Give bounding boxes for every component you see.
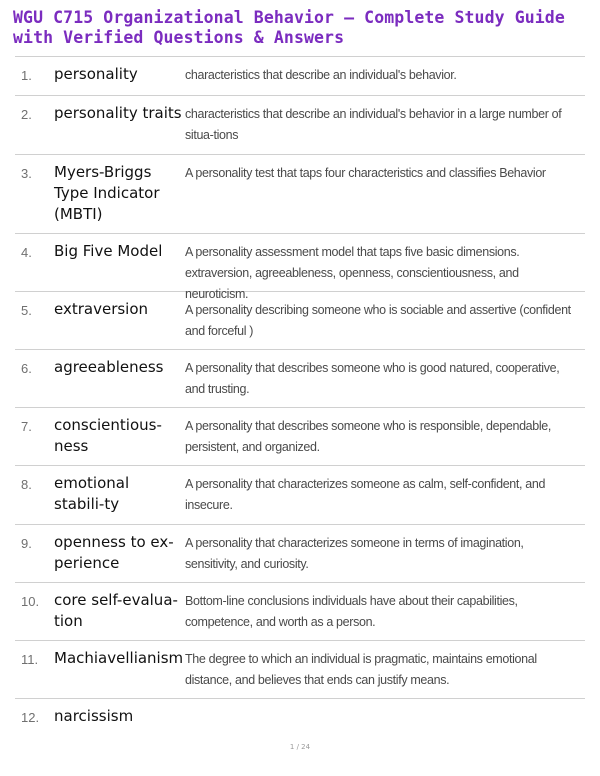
card-term: Myers-Briggs Type Indicator (MBTI) xyxy=(54,163,160,223)
card-definition: characteristics that describe an individual's behavior. xyxy=(185,68,457,82)
card-definition xyxy=(185,699,585,735)
card-term: Big Five Model xyxy=(54,242,163,260)
card-term: extraversion xyxy=(54,300,149,318)
page-indicator: 1 / 24 xyxy=(289,743,311,751)
document-title: WGU C715 Organizational Behavior – Complete Study Guide with Verified Questions & Answers xyxy=(13,8,565,47)
card-definition: Bottom-line conclusions individuals have about their capabilities, competence, and worth as a person. xyxy=(185,594,518,629)
card-number: 10. xyxy=(21,594,40,609)
card-number: 8. xyxy=(21,477,32,492)
card-term: narcissism xyxy=(54,707,134,725)
card-definition: A personality describing someone who is sociable and assertive (confident and forceful ) xyxy=(185,303,571,338)
card-definition: A personality that characterizes someone in terms of imagination, sensitivity, and curiosity. xyxy=(185,536,524,571)
flashcard-list xyxy=(15,56,585,735)
card-number: 3. xyxy=(21,166,32,181)
flashcard-row xyxy=(15,234,585,301)
flashcard-row xyxy=(15,466,585,525)
flashcard-row xyxy=(15,350,585,408)
card-number: 11. xyxy=(21,652,39,667)
card-number: 2. xyxy=(21,107,32,122)
flashcard-row xyxy=(15,57,585,96)
card-number: 9. xyxy=(21,536,32,551)
card-term: personality xyxy=(54,65,138,83)
card-number: 1. xyxy=(21,68,32,83)
card-number: 5. xyxy=(21,303,32,318)
card-term: agreeableness xyxy=(54,358,164,376)
card-definition: A personality that describes someone who is responsible, dependable, persistent, and organized. xyxy=(185,419,552,454)
card-definition: A personality that describes someone who is good natured, cooperative, and trusting. xyxy=(185,361,560,396)
card-term: openness to ex-perience xyxy=(54,533,174,572)
card-number: 4. xyxy=(21,245,32,260)
flashcard-row xyxy=(15,583,585,641)
card-definition: A personality test that taps four characteristics and classifies Behavior xyxy=(185,166,546,180)
card-definition: characteristics that describe an individual's behavior in a large number of situa-tions xyxy=(185,107,562,142)
card-term: conscientious-ness xyxy=(54,416,162,455)
flashcard-row xyxy=(15,96,585,155)
flashcard-row xyxy=(15,699,585,735)
card-number: 6. xyxy=(21,361,32,376)
flashcard-row xyxy=(15,641,585,699)
card-definition: A personality that characterizes someone as calm, self-confident, and insecure. xyxy=(185,477,546,512)
card-number: 12. xyxy=(21,710,40,725)
card-definition: The degree to which an individual is pragmatic, maintains emotional distance, and believes that ends can justify means. xyxy=(185,652,537,687)
card-term: personality traits xyxy=(54,104,182,122)
flashcard-row xyxy=(15,155,585,234)
flashcard-row xyxy=(15,292,585,350)
flashcard-row xyxy=(15,408,585,466)
card-number: 7. xyxy=(21,419,32,434)
card-term: Machiavellianism xyxy=(54,649,184,667)
card-term: emotional stabili-ty xyxy=(54,474,130,513)
flashcard-row xyxy=(15,525,585,583)
card-definition: A personality assessment model that taps five basic dimensions. extraversion, agreeableness, openness, conscientiousness, and neuroticism. xyxy=(185,245,520,301)
card-term: core self-evalua-tion xyxy=(54,591,178,630)
